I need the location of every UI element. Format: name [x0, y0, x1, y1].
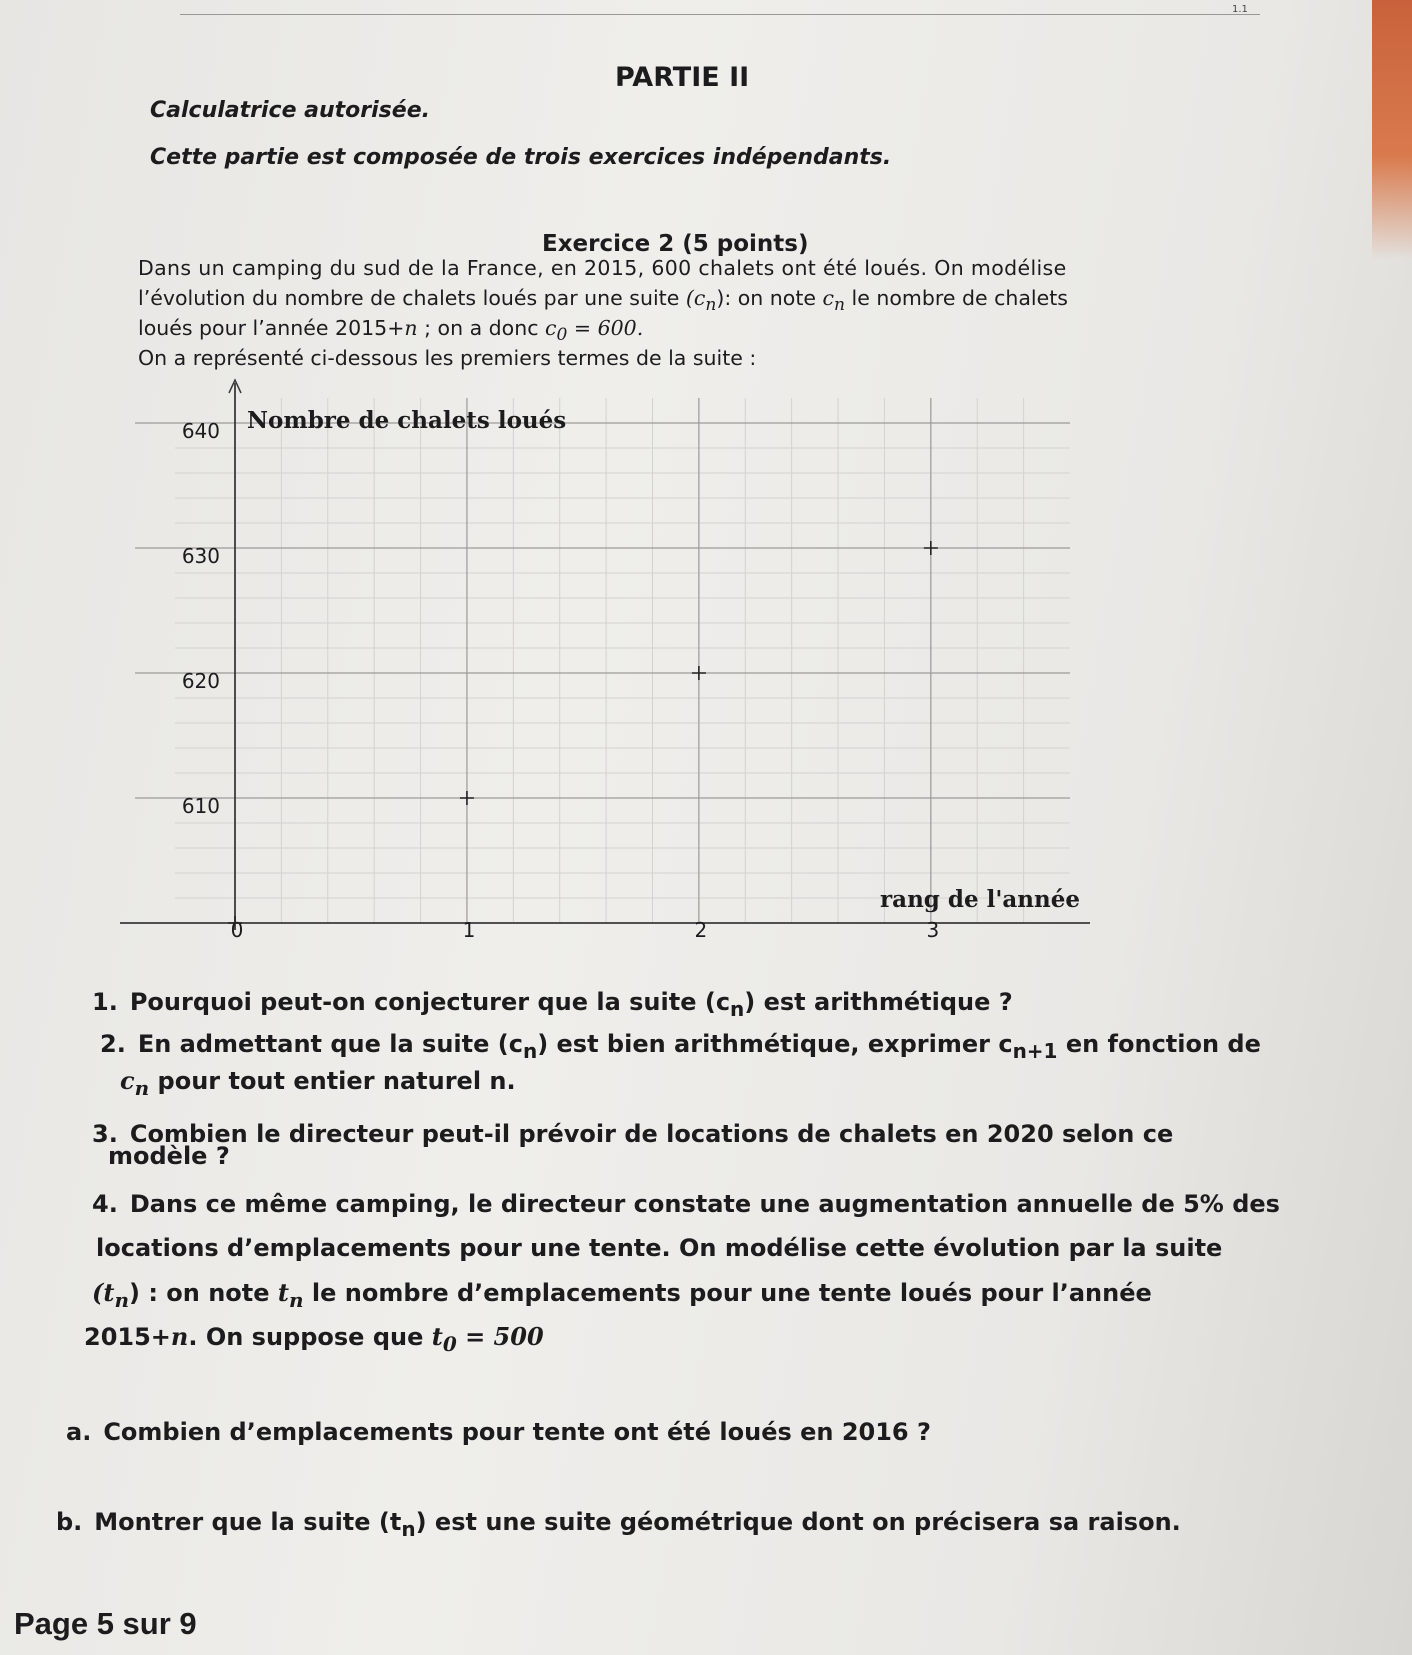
calculator-note: Calculatrice autorisée.: [150, 98, 430, 123]
question-2-line-2: $c_n$ pour tout entier naturel n.: [120, 1066, 516, 1100]
sequence-chart: [120, 378, 1120, 958]
question-2: 2. En admettant que la suite $(c_n)$ est bien arithmétique, exprimer $c_{n+1}$ en fonction de: [100, 1030, 1261, 1063]
header-rule: [180, 14, 1260, 15]
y-tick-label: 630: [181, 544, 220, 568]
y-axis-label: Nombre de chalets loués: [247, 407, 567, 434]
exercise-line-2: l’évolution du nombre de chalets loués par une suite $(c_n)$: on note $c_n$ le nombre de chalets: [138, 286, 1068, 316]
question-3: 3. Combien le directeur peut-il prévoir de locations de chalets en 2020 selon ce: [92, 1120, 1174, 1148]
data-point: [460, 791, 474, 805]
question-4-line-2: locations d’emplacements pour une tente. On modélise cette évolution par la suite: [96, 1234, 1223, 1262]
x-tick-label: 1: [462, 918, 476, 942]
exercise-line-3: loués pour l’année 2015+n ; on a donc $c_0 = 600$.: [138, 316, 644, 346]
x-axis-label: rang de l'année: [880, 886, 1080, 913]
question-3-line-2: modèle ?: [108, 1142, 230, 1170]
x-tick-label: 0: [230, 918, 244, 942]
y-tick-label: 620: [181, 669, 220, 693]
question-4b: b. Montrer que la suite $(t_n)$ est une suite géométrique dont on précisera sa raison.: [56, 1508, 1181, 1541]
question-4-line-3: $(t_n)$ : on note $t_n$ le nombre d’emplacements pour une tente loués pour l’année: [92, 1278, 1152, 1312]
y-tick-label: 640: [181, 419, 220, 443]
exercise-line-4: On a représenté ci-dessous les premiers termes de la suite :: [138, 346, 757, 370]
exercise-title: Exercice 2 (5 points): [542, 231, 809, 257]
part-title: PARTIE II: [615, 62, 750, 93]
question-1: 1. Pourquoi peut-on conjecturer que la suite $(c_n)$ est arithmétique ?: [92, 988, 1013, 1021]
page-footer: Page 5 sur 9: [14, 1606, 197, 1641]
composition-note: Cette partie est composée de trois exercices indépendants.: [150, 145, 892, 170]
data-point: [692, 666, 706, 680]
y-tick-label: 610: [181, 794, 220, 818]
exercise-line-1: Dans un camping du sud de la France, en 2015, 600 chalets ont été loués. On modélise: [138, 256, 1067, 280]
question-4a: a. Combien d’emplacements pour tente ont été loués en 2016 ?: [66, 1418, 931, 1446]
question-4-line-4: 2015+n. On suppose que $t_0 = 500$: [84, 1322, 544, 1356]
x-tick-label: 3: [926, 918, 940, 942]
data-point: [924, 541, 938, 555]
page-edge-shadow: [1372, 0, 1412, 260]
question-4: 4. Dans ce même camping, le directeur constate une augmentation annuelle de 5% des: [92, 1190, 1280, 1218]
x-tick-label: 2: [694, 918, 708, 942]
page-marker: 1.1: [1232, 4, 1248, 15]
